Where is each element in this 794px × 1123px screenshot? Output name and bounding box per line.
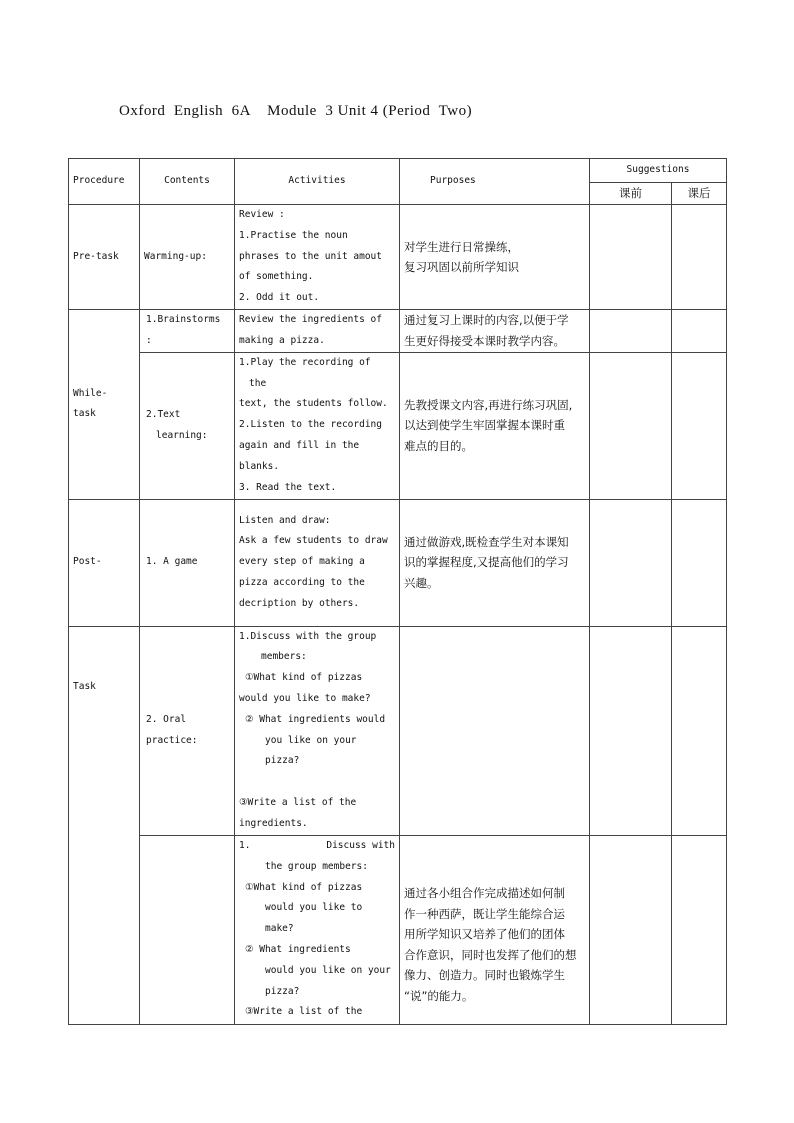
activity-line: 1.Practise the noun [239,229,348,241]
content-line: : [146,334,152,346]
post-task-row-oral [69,626,727,835]
while-task-row-brainstorm [69,310,727,353]
suggestion-after-cell [672,310,727,353]
content-line: 2. Oral [146,713,187,725]
activity-line: text, the students follow. [239,398,388,410]
purpose-line: 兴趣。 [404,575,439,590]
purpose-line: 生更好得接受本课时教学内容。 [404,333,565,348]
activity-line: phrases to the unit amout [239,250,382,262]
activity-line: of something. [239,271,314,283]
lesson-plan-table [68,158,727,1025]
suggestion-after-cell [672,499,727,626]
content-line: practice: [146,734,198,746]
activity-line: 1.Play the recording of [239,356,371,368]
procedure-line: task [73,408,96,420]
activity-line: ② What ingredients [245,943,351,955]
activity-line-split [239,836,395,857]
activity-line: Review : [239,209,285,220]
pre-task-row [69,205,727,310]
header-row [69,159,727,183]
activity-line: would you like to make? [239,692,371,704]
suggestion-after-cell [672,352,727,499]
pre-task-activities [235,205,400,310]
while-task-procedure [69,310,140,500]
activity-line: pizza according to the [239,576,365,588]
activity-line: the group members: [265,860,368,872]
purpose-line: 先教授课文内容,再进行练习巩固, [404,397,573,412]
header-after-class: 课后 [672,183,727,205]
activity-line: ② What ingredients would [245,713,386,725]
activity-line: 1.Discuss with the group [239,630,377,642]
while-task-content-brainstorm [140,310,235,353]
purpose-line: 难点的目的。 [404,438,473,453]
activity-line: every step of making a [239,556,365,568]
header-activities: Activities [235,159,400,205]
activity-line: making a pizza. [239,334,325,346]
header-suggestions: Suggestions [590,159,727,183]
post-task-procedure-top: Post- [69,499,140,626]
suggestion-before-cell [590,626,672,835]
purpose-line: 通过复习上课时的内容,以便于学 [404,313,569,328]
activity-line: 3. Read the text. [239,481,337,493]
suggestion-before-cell [590,835,672,1024]
activity-line: make? [265,923,294,935]
header-before-class: 课前 [590,183,672,205]
activity-fragment: Discuss with [326,839,395,851]
activity-line: 2. Odd it out. [239,292,320,304]
header-procedure: Procedure [69,159,140,205]
suggestion-before-cell [590,310,672,353]
purpose-line: 作一种西萨，既让学生能综合运 [404,906,565,921]
suggestion-before-cell [590,352,672,499]
activity-line: would you like to [265,902,363,914]
pre-task-content: Warming-up: [140,205,235,310]
suggestion-before-cell [590,499,672,626]
post-task-purpose-group [400,835,590,1024]
activity-line: ①What kind of pizzas [245,881,363,893]
header-purposes: Purposes [400,159,590,205]
activity-fragment: 1. [239,839,251,851]
header-contents: Contents [140,159,235,205]
post-task-content-group [140,835,235,1024]
post-task-content-game: 1. A game [140,499,235,626]
purpose-line: 像力、创造力。同时也锻炼学生 [404,968,565,983]
post-task-purpose-oral [400,626,590,835]
while-task-activities-text [235,352,400,499]
procedure-line: While- [73,387,108,399]
activity-line: pizza? [265,985,300,997]
activity-line: 2.Listen to the recording [239,419,382,431]
purpose-line: 以达到使学生牢固掌握本课时重 [404,418,565,433]
activity-line: decription by others. [239,597,360,609]
content-line: learning: [156,429,208,441]
while-task-row-text [69,352,727,499]
activity-line: ③Write a list of the [245,1006,363,1018]
post-task-row-group [69,835,727,1024]
while-task-purpose-text [400,352,590,499]
post-task-content-oral [140,626,235,835]
content-line: 2.Text [146,408,181,420]
activity-line: again and fill in the [239,439,360,451]
activity-line: the [249,377,267,389]
activity-line: members: [261,651,307,663]
activity-line: Ask a few students to draw [239,535,388,547]
post-task-procedure-bottom: Task [69,626,140,1024]
activity-line: would you like on your [265,964,391,976]
blank-line [239,772,395,793]
purpose-line: 通过各小组合作完成描述如何制 [404,886,565,901]
suggestion-after-cell [672,835,727,1024]
document-title: Oxford English 6A Module 3 Unit 4 (Period Two) [119,103,473,119]
purpose-line: 合作意识，同时也发挥了他们的想 [404,947,577,962]
activity-line: ③Write a list of the [239,796,357,808]
pre-task-purpose [400,205,590,310]
post-task-activities-group [235,835,400,1024]
activity-line: ①What kind of pizzas [245,672,363,684]
suggestion-after-cell [672,205,727,310]
while-task-purpose-brainstorm [400,310,590,353]
purpose-line: 复习巩固以前所学知识 [404,260,519,274]
activity-line: pizza? [265,755,300,767]
purpose-line: 用所学知识又培养了他们的团体 [404,927,565,942]
suggestion-before-cell [590,205,672,310]
content-line: 1.Brainstorms [146,314,221,325]
purpose-line: 对学生进行日常操练， [404,239,519,254]
post-task-purpose-game [400,499,590,626]
activity-line: you like on your [265,734,357,746]
post-task-activities-oral [235,626,400,835]
purpose-line: “说”的能力。 [404,988,474,1003]
purpose-line: 识的掌握程度,又提高他们的学习 [404,555,569,570]
activity-line: blanks. [239,460,280,472]
post-task-activities-game [235,499,400,626]
purpose-line: 通过做游戏,既检查学生对本课知 [404,534,569,549]
pre-task-procedure: Pre-task [69,205,140,310]
activity-line: Listen and draw: [239,514,331,526]
suggestion-after-cell [672,626,727,835]
while-task-content-text [140,352,235,499]
activity-line: ingredients. [239,817,308,829]
post-task-row-game [69,499,727,626]
activity-line: Review the ingredients of [239,314,382,325]
while-task-activities-brainstorm [235,310,400,353]
